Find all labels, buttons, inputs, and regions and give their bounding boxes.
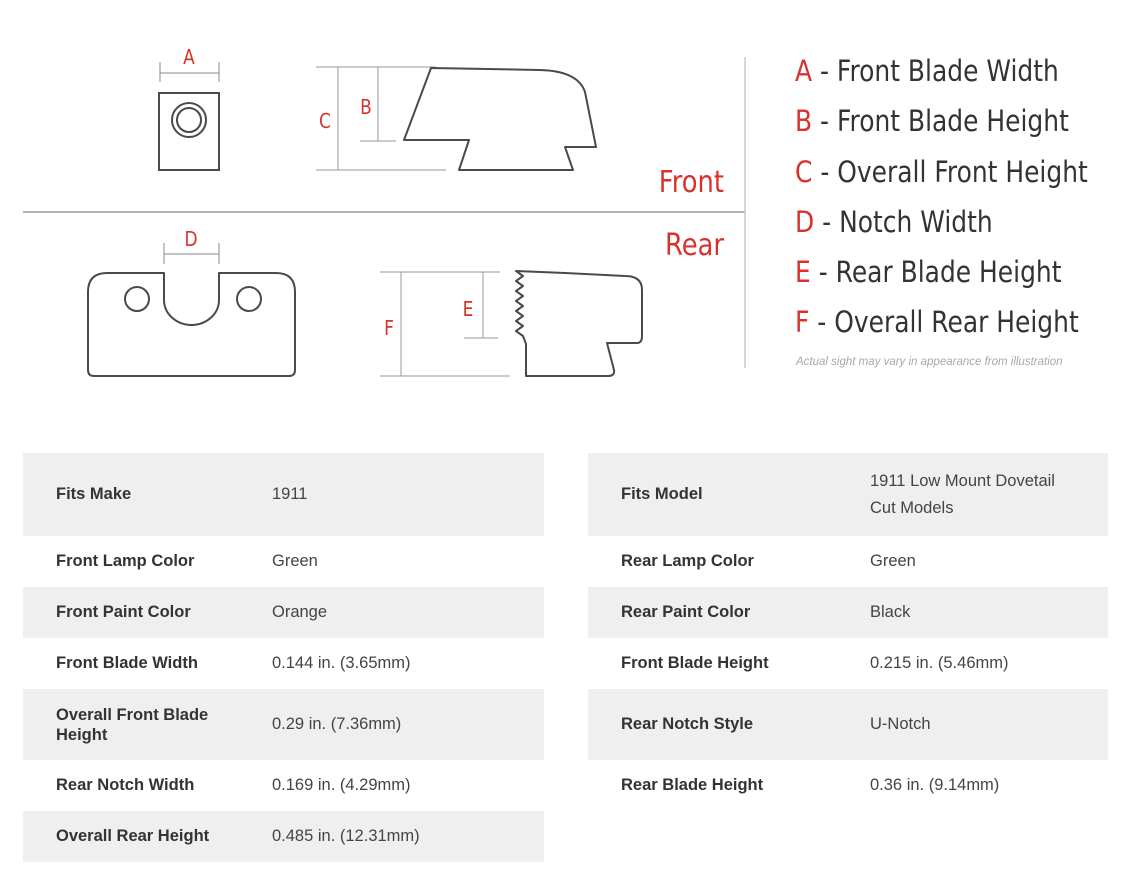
- spec-value: U-Notch: [870, 689, 1108, 760]
- spec-key: Front Lamp Color: [56, 552, 195, 570]
- rear-sight-front-view: [88, 229, 295, 376]
- front-sight-side-view: [316, 67, 596, 170]
- table-row: [588, 587, 1108, 638]
- legend-letter: E: [795, 255, 811, 290]
- front-section-label: Front: [658, 164, 724, 200]
- spec-key: Rear Notch Style: [588, 689, 870, 760]
- spec-value: 1911: [272, 453, 544, 536]
- dim-label-c: C: [319, 110, 331, 134]
- dim-label-e: E: [462, 298, 474, 322]
- legend-item: [795, 203, 1088, 253]
- spec-table-left: [23, 453, 544, 862]
- spec-value: 0.36 in. (9.14mm): [870, 776, 1000, 794]
- table-row: [23, 536, 544, 587]
- legend-text: - Front Blade Width: [812, 54, 1059, 88]
- spec-key: Rear Paint Color: [588, 587, 870, 638]
- legend-text: - Front Blade Height: [812, 104, 1069, 139]
- dim-label-f: F: [384, 317, 394, 341]
- spec-key: Fits Make: [23, 453, 272, 536]
- table-row: [23, 587, 544, 638]
- rear-sight-side-view: [380, 271, 642, 376]
- table-row: [23, 689, 544, 760]
- legend-letter: F: [795, 305, 810, 340]
- spec-key: Fits Model: [588, 453, 870, 536]
- front-sight-top-view: [159, 47, 219, 170]
- legend-item: [795, 253, 1088, 303]
- spec-key: Rear Lamp Color: [621, 552, 754, 570]
- legend-item: [795, 52, 1088, 102]
- table-row: [588, 760, 1108, 811]
- table-row: [588, 638, 1108, 689]
- spec-key: Overall Front Blade Height: [56, 705, 209, 744]
- table-row: [23, 760, 544, 811]
- spec-table-right: [588, 453, 1108, 811]
- table-row: [588, 536, 1108, 587]
- legend-text: - Overall Front Height: [812, 154, 1088, 189]
- legend-letter: D: [795, 204, 815, 239]
- spec-value: 0.215 in. (5.46mm): [870, 654, 1009, 672]
- spec-value: 0.29 in. (7.36mm): [272, 689, 544, 760]
- legend-letter: B: [795, 104, 813, 139]
- spec-value: 1911 Low Mount Dovetail Cut Models: [870, 471, 1055, 517]
- spec-value: Black: [870, 587, 1108, 638]
- spec-value: 0.144 in. (3.65mm): [272, 654, 411, 672]
- legend-item: [795, 303, 1088, 353]
- spec-key: Front Blade Height: [621, 654, 769, 672]
- legend-item: [795, 102, 1088, 152]
- spec-value: Green: [272, 552, 318, 570]
- dim-label-b: B: [360, 96, 372, 120]
- spec-key: Front Paint Color: [23, 587, 272, 638]
- legend-item: [795, 153, 1088, 203]
- legend-letter: A: [795, 54, 813, 88]
- table-row: [588, 689, 1108, 760]
- dim-label-a: A: [183, 46, 195, 70]
- illustration-disclaimer: Actual sight may vary in appearance from illustration: [796, 356, 1063, 368]
- spec-value: Orange: [272, 587, 544, 638]
- spec-key: Overall Rear Height: [23, 811, 272, 862]
- spec-value: 0.169 in. (4.29mm): [272, 776, 411, 794]
- spec-value: 0.485 in. (12.31mm): [272, 811, 544, 862]
- dimension-legend: [795, 52, 1133, 354]
- legend-text: - Notch Width: [814, 204, 993, 239]
- table-row: [23, 638, 544, 689]
- table-row: [23, 453, 544, 536]
- table-row: [23, 811, 544, 862]
- legend-letter: C: [795, 154, 813, 189]
- rear-section-label: Rear: [664, 227, 724, 263]
- legend-text: - Rear Blade Height: [810, 255, 1062, 290]
- table-row: [588, 453, 1108, 536]
- spec-key: Rear Blade Height: [621, 776, 764, 794]
- spec-value: Green: [870, 552, 916, 570]
- spec-key: Rear Notch Width: [56, 776, 195, 794]
- dim-label-d: D: [184, 228, 198, 252]
- spec-key: Front Blade Width: [56, 654, 198, 672]
- legend-text: - Overall Rear Height: [809, 305, 1079, 340]
